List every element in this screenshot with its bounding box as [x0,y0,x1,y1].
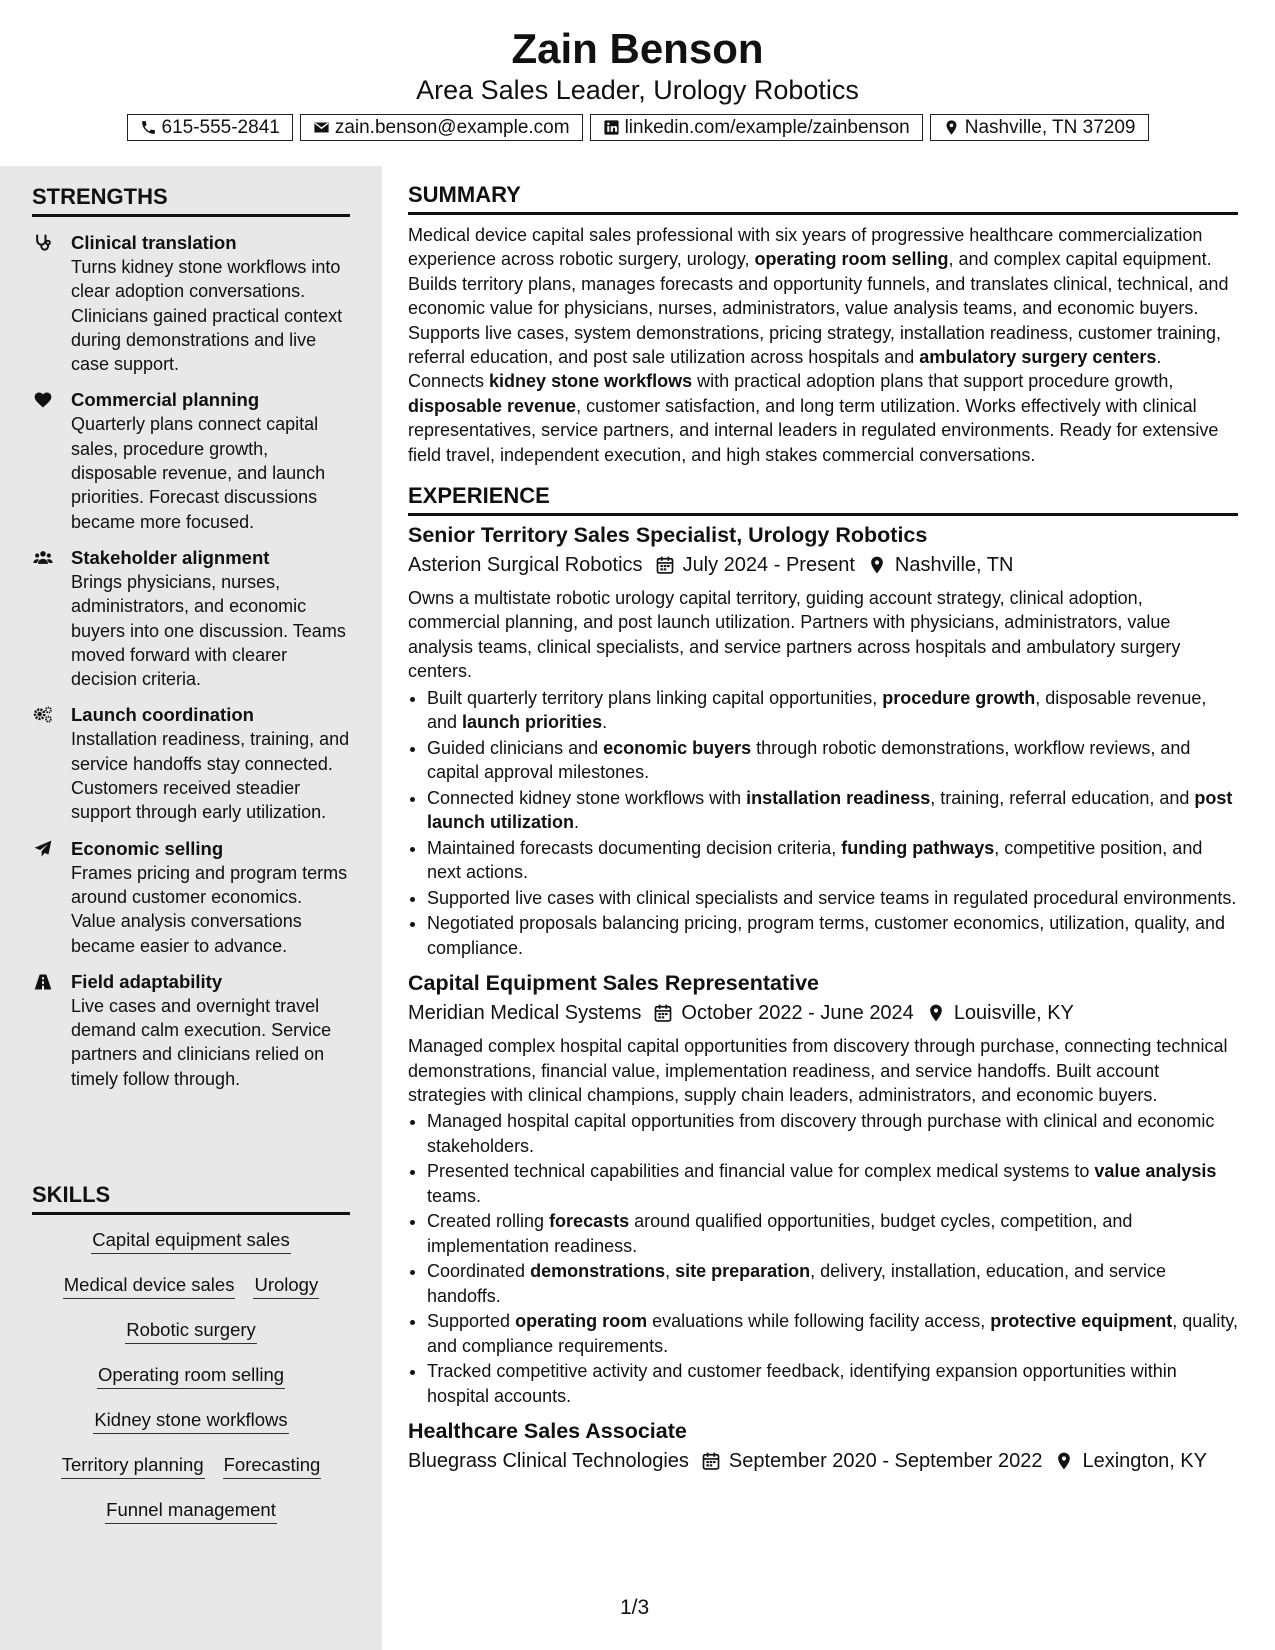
skill-tag: Robotic surgery [125,1317,257,1344]
skill-row [32,1497,350,1542]
bullet-keyword: operating room [515,1311,648,1332]
job-title: Healthcare Sales Associate [408,1419,687,1444]
resume-header [0,0,1275,166]
skill-tag: Capital equipment sales [91,1227,290,1254]
job-meta [408,550,1238,580]
job-bullets [408,686,1238,960]
bullet-text: Maintained forecasts documenting decision criteria, [427,837,842,858]
map-pin-icon [943,119,960,136]
bullet-text: Supported live cases with clinical specialists and service teams in regulated procedural environments. [427,887,1237,908]
job-entry [408,968,1238,1408]
bullet-keyword: funding pathways [841,837,995,858]
phone-icon [140,119,157,136]
strength-item [32,703,350,824]
summary-segment: , and complex capital equipment. Builds territory plans, manages forecasts and opportunity funnels, and translates clinical, technical, and economic value for physicians, nurses, administrators, value analysis teams, and economic buyers. Supports live cases, system demonstrations, pricing strategy, installation readiness, customer training, referral education, and post sale utilization across hospitals and [408,249,1229,368]
strength-title: Stakeholder alignment [71,546,270,568]
skill-tag: Funnel management [105,1497,277,1524]
job-summary: Managed complex hospital capital opportunities from discovery through purchase, connecting technical demonstrations, financial value, implementation readiness, and service handoffs. Built account strategies with clinical champions, supply chain leaders, administrators, and economic buyers. [408,1036,1228,1105]
bullet-text: . [574,812,580,833]
strength-item [32,970,350,1091]
summary-keyword: kidney stone workflows [489,371,693,392]
skill-tag: Urology [253,1272,319,1299]
bullet-keyword: economic buyers [603,737,752,758]
calendar-icon [655,555,675,575]
strength-desc: Installation readiness, training, and service handoffs stay connected. Customers received steadier support through early utilization. [71,729,350,823]
contact-linkedin[interactable] [590,114,923,141]
job-bullets [408,1109,1238,1408]
strength-item [32,388,350,533]
job-entry [408,520,1238,960]
job-bullet [427,1359,1238,1408]
road-icon [32,972,54,992]
job-summary: Owns a multistate robotic urology capital territory, guiding account strategy, clinical adoption, commercial planning, and post launch utilization. Partners with physicians, administrators, value analysis teams, clinical specialists, and service partners across hospitals and ambulatory surgery centers. [408,588,1181,682]
strength-title: Commercial planning [71,389,260,411]
summary-heading: SUMMARY [408,180,1238,215]
map-pin-icon [867,555,887,575]
job-dates: October 2022 - June 2024 [681,1002,914,1025]
summary-segment: Medical device capital sales professional with six years of progressive healthcare commercialization experience across robotic surgery, urology, [408,225,1203,270]
skills-section [32,1180,350,1542]
contact-location-text: Nashville, TN 37209 [964,116,1136,138]
skill-row [32,1452,350,1497]
job-dates: September 2020 - September 2022 [728,1450,1043,1473]
job-company: Meridian Medical Systems [408,1002,642,1025]
candidate-title: Area Sales Leader, Urology Robotics [416,75,859,105]
strength-item [32,231,350,376]
candidate-name: Zain Benson [511,25,764,72]
map-pin-icon [926,1003,946,1023]
bullet-keyword: installation readiness [746,787,931,808]
strength-item [32,837,350,958]
job-bullet [427,1309,1238,1358]
bullet-text: around qualified opportunities, budget cycles, competition, and implementation readiness. [427,1211,1133,1256]
sidebar [0,166,382,1650]
job-company: Bluegrass Clinical Technologies [408,1450,689,1473]
bullet-text: , disposable revenue, and [427,687,1207,733]
bullet-text: Presented technical capabilities and financial value for complex medical systems to [427,1161,1095,1182]
heart-icon [32,390,54,410]
skill-row [32,1227,350,1272]
bullet-text: , training, referral education, and [930,787,1195,808]
job-location: Nashville, TN [894,554,1014,577]
skill-tag: Kidney stone workflows [93,1407,288,1434]
job-dates: July 2024 - Present [682,554,855,577]
skills-list [32,1227,350,1542]
job-title: Capital Equipment Sales Representative [408,971,820,996]
main-column [408,180,1238,1482]
summary-segment: with practical adoption plans that support procedure growth, [692,371,1174,392]
bullet-keyword: value analysis [1094,1161,1217,1182]
job-bullet [427,911,1238,960]
summary-keyword: operating room selling [754,249,949,270]
bullet-keyword: launch priorities [462,712,603,733]
strength-item [32,546,350,691]
calendar-icon [653,1003,673,1023]
page-number: 1/3 [620,1596,650,1619]
skill-row [32,1272,350,1317]
job-bullet [427,1259,1238,1308]
summary-segment: . Connects [408,347,1162,392]
job-location: Louisville, KY [953,1002,1074,1025]
job-entry [408,1416,1238,1476]
calendar-icon [701,1451,721,1471]
bullet-text: , competitive position, and next actions. [427,837,1203,883]
job-bullet [427,886,1238,910]
users-icon [32,548,54,568]
job-bullet [427,736,1238,785]
bullet-keyword: post launch utilization [427,787,1233,833]
strength-desc: Quarterly plans connect capital sales, procedure growth, disposable revenue, and launch priorities. Forecast discussions became more focused. [71,414,326,532]
bullet-keyword: demonstrations [530,1261,666,1282]
job-title: Senior Territory Sales Specialist, Urology Robotics [408,523,928,548]
linkedin-icon [603,119,620,136]
experience-heading: EXPERIENCE [408,481,1238,516]
contact-phone[interactable] [127,114,293,141]
bullet-text: Tracked competitive activity and customer feedback, identifying expansion opportunities within hospital accounts. [427,1361,1177,1406]
bullet-text: Negotiated proposals balancing pricing, program terms, customer economics, utilization, quality, and compliance. [427,913,1226,958]
bullet-text: Supported [427,1311,516,1332]
bullet-keyword: forecasts [549,1211,630,1232]
contact-bar [0,114,1275,141]
job-meta [408,998,1238,1028]
skill-tag: Territory planning [61,1452,205,1479]
stethoscope-icon [32,233,54,253]
strength-desc: Frames pricing and program terms around customer economics. Value analysis conversations became easier to advance. [71,862,348,956]
job-company: Asterion Surgical Robotics [408,554,643,577]
strength-desc: Live cases and overnight travel demand calm execution. Service partners and clinicians relied on timely follow through. [71,995,332,1089]
contact-email[interactable] [300,114,583,141]
map-pin-icon [1054,1451,1074,1471]
contact-email-text: zain.benson@example.com [334,116,570,138]
strength-title: Launch coordination [71,704,254,726]
gears-icon [32,705,54,725]
bullet-text: through robotic demonstrations, workflow reviews, and capital approval milestones. [427,737,1191,783]
contact-linkedin-text: linkedin.com/example/zainbenson [624,116,910,138]
contact-location [930,114,1149,141]
skill-tag: Operating room selling [97,1362,285,1389]
strengths-heading: STRENGTHS [32,182,350,217]
bullet-text: Connected kidney stone workflows with [427,787,747,808]
bullet-text: , delivery, installation, education, and service handoffs. [427,1261,1167,1306]
job-meta [408,1446,1238,1476]
skill-row [32,1317,350,1362]
strengths-section [32,182,350,1103]
skill-tag: Medical device sales [63,1272,236,1299]
skill-row [32,1407,350,1452]
bullet-keyword: procedure growth [882,687,1036,708]
bullet-text: teams. [427,1185,482,1206]
bullet-text: evaluations while following facility access, [647,1311,991,1332]
strength-title: Economic selling [71,837,224,859]
summary-segment: , customer satisfaction, and long term utilization. Works effectively with clinical representatives, service partners, and internal leaders in regulated environments. Ready for extensive field travel, independent execution, and high stakes commercial conversations. [408,395,1219,465]
bullet-text: Built quarterly territory plans linking capital opportunities, [427,687,883,708]
bullet-text: Guided clinicians and [427,737,604,758]
job-bullet [427,686,1238,735]
envelope-icon [313,119,330,136]
bullet-keyword: site preparation [675,1261,811,1282]
job-bullet [427,1159,1238,1208]
bullet-text: Managed hospital capital opportunities from discovery through purchase with clinical and economic stakeholders. [427,1111,1215,1156]
paper-plane-icon [32,839,54,859]
job-bullet [427,1109,1238,1158]
strength-desc: Turns kidney stone workflows into clear adoption conversations. Clinicians gained practical context during demonstrations and live case support. [71,257,343,375]
job-location: Lexington, KY [1082,1450,1207,1473]
bullet-text: Created rolling [427,1211,550,1232]
skill-tag: Forecasting [223,1452,322,1479]
contact-phone-text: 615-555-2841 [161,116,280,138]
summary-keyword: disposable revenue [408,395,577,416]
job-bullet [427,786,1238,835]
skills-heading: SKILLS [32,1180,350,1215]
job-bullet [427,1209,1238,1258]
bullet-text: , quality, and compliance requirements. [427,1311,1238,1356]
strength-title: Field adaptability [71,970,223,992]
bullet-text: Coordinated [427,1261,531,1282]
bullet-keyword: protective equipment [990,1311,1173,1332]
strength-desc: Brings physicians, nurses, administrators, and economic buyers into one discussion. Teams moved forward with clearer decision criteria. [71,571,346,690]
bullet-text: , [665,1261,676,1282]
job-bullet [427,836,1238,885]
bullet-text: . [602,712,608,733]
summary-keyword: ambulatory surgery centers [919,347,1157,368]
strength-title: Clinical translation [71,232,237,253]
summary-text [408,223,1238,467]
skill-row [32,1362,350,1407]
